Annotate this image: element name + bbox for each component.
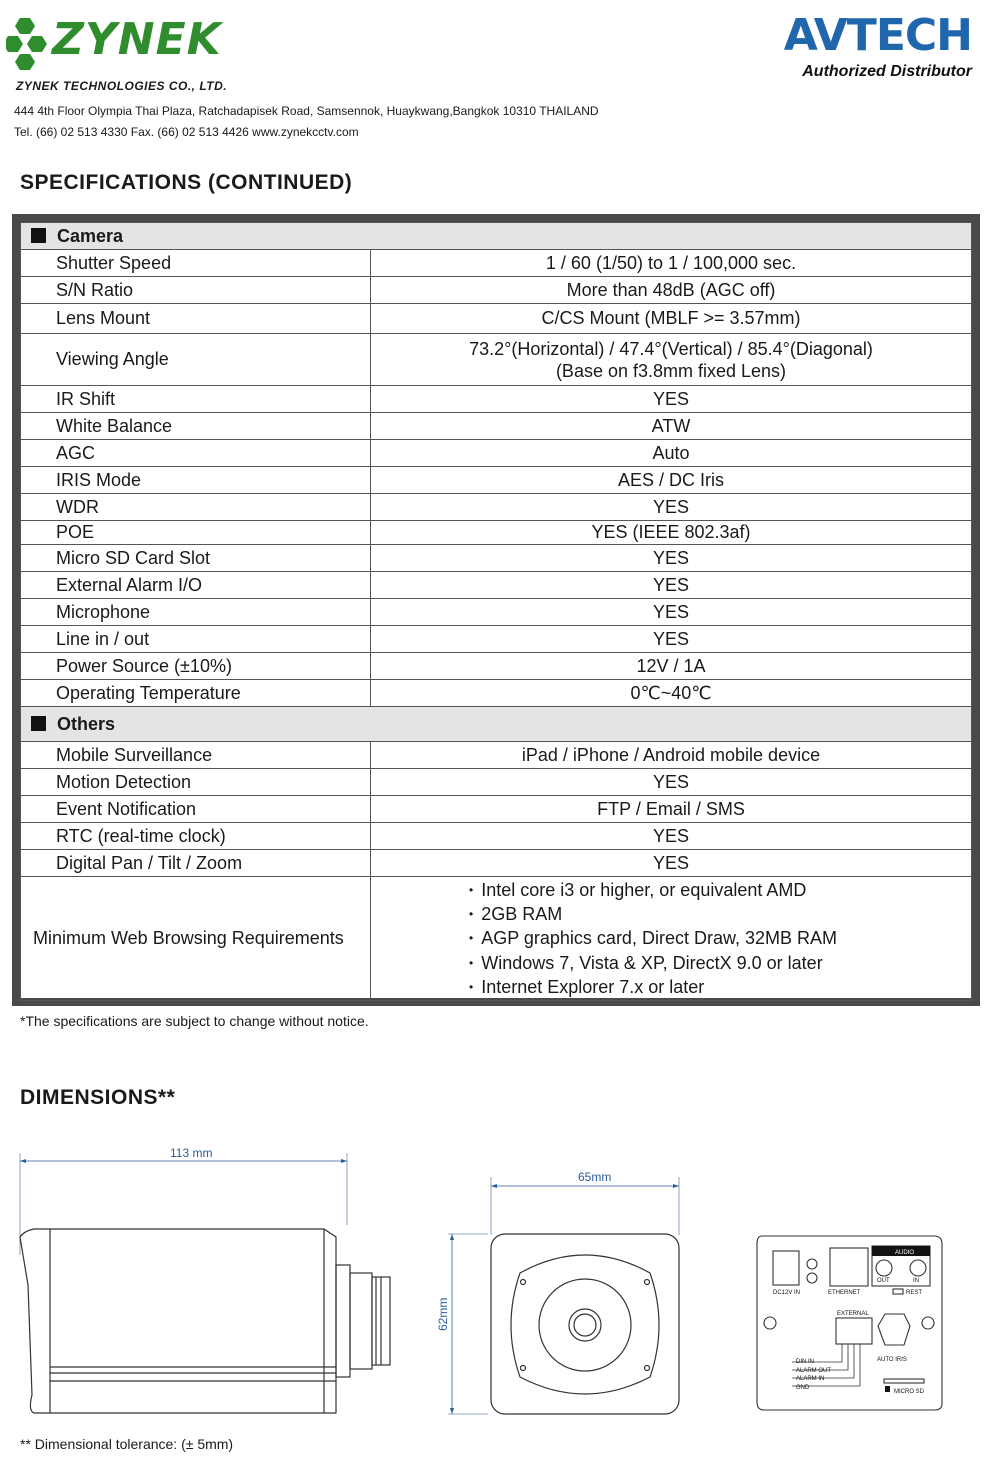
spec-label: Event Notification	[21, 796, 371, 823]
spec-label: POE	[21, 521, 371, 545]
spec-value: Auto	[371, 440, 972, 467]
camera-section-header	[21, 223, 972, 250]
svg-text:ETHERNET: ETHERNET	[828, 1290, 861, 1296]
spec-value: YES	[371, 599, 972, 626]
spec-label: Mobile Surveillance	[21, 742, 371, 769]
company-name: ZYNEK TECHNOLOGIES CO., LTD.	[16, 79, 228, 93]
table-row	[21, 277, 972, 304]
svg-text:MICRO SD: MICRO SD	[894, 1389, 924, 1395]
svg-text:AUTO IRIS: AUTO IRIS	[877, 1357, 907, 1363]
requirements-label: Minimum Web Browsing Requirements	[21, 877, 371, 1001]
front-height-label: 62mm	[436, 1297, 450, 1331]
requirements-list	[371, 877, 972, 1001]
table-row	[21, 626, 972, 653]
spec-value: YES	[371, 850, 972, 877]
specifications-title: SPECIFICATIONS (CONTINUED)	[20, 171, 353, 194]
company-address: 444 4th Floor Olympia Thai Plaza, Ratchadapisek Road, Samsennok, Huaykwang,Bangkok 10310 THAILAND	[14, 104, 599, 118]
spec-label: Operating Temperature	[21, 680, 371, 707]
zynek-logo-text: ZYNEK	[52, 14, 222, 65]
spec-label: Lens Mount	[21, 304, 371, 334]
spec-value: 0℃~40℃	[371, 680, 972, 707]
spec-label: WDR	[21, 494, 371, 521]
svg-text:DIN IN: DIN IN	[796, 1359, 814, 1365]
dimensional-tolerance: ** Dimensional tolerance: (± 5mm)	[20, 1436, 234, 1452]
table-row	[21, 545, 972, 572]
table-row	[21, 334, 972, 386]
svg-text:REST: REST	[906, 1290, 923, 1296]
spec-label: IR Shift	[21, 386, 371, 413]
spec-value: 1 / 60 (1/50) to 1 / 100,000 sec.	[371, 250, 972, 277]
avtech-logo: AVTECH	[783, 10, 972, 61]
table-row	[21, 386, 972, 413]
spec-value: More than 48dB (AGC off)	[371, 277, 972, 304]
spec-value: 12V / 1A	[371, 653, 972, 680]
spec-value: ATW	[371, 413, 972, 440]
table-row	[21, 823, 972, 850]
spec-value: YES	[371, 769, 972, 796]
spec-table	[20, 222, 972, 1001]
svg-text:ALARM IN: ALARM IN	[796, 1376, 825, 1382]
spec-value: YES	[371, 545, 972, 572]
spec-value: YES	[371, 386, 972, 413]
svg-text:GND: GND	[796, 1385, 810, 1391]
spec-label: S/N Ratio	[21, 277, 371, 304]
rear-view-drawing	[752, 1232, 948, 1414]
table-row	[21, 850, 972, 877]
table-row	[21, 494, 972, 521]
table-row	[21, 572, 972, 599]
others-section-header	[21, 707, 972, 742]
square-bullet-icon	[31, 228, 46, 243]
spec-value: FTP / Email / SMS	[371, 796, 972, 823]
svg-text:ALARM OUT: ALARM OUT	[796, 1368, 832, 1374]
section-header-label: Others	[57, 713, 116, 734]
table-row	[21, 440, 972, 467]
spec-label: White Balance	[21, 413, 371, 440]
table-row	[21, 250, 972, 277]
spec-value: AES / DC Iris	[371, 467, 972, 494]
svg-text:AUDIO: AUDIO	[895, 1250, 915, 1256]
spec-value: YES (IEEE 802.3af)	[371, 521, 972, 545]
table-row	[21, 413, 972, 440]
spec-value: 73.2°(Horizontal) / 47.4°(Vertical) / 85.4°(Diagonal) (Base on f3.8mm fixed Lens)	[371, 334, 972, 386]
table-row	[21, 680, 972, 707]
table-row	[21, 742, 972, 769]
spec-label: RTC (real-time clock)	[21, 823, 371, 850]
spec-label: Power Source (±10%)	[21, 653, 371, 680]
spec-label: Digital Pan / Tilt / Zoom	[21, 850, 371, 877]
table-row	[21, 796, 972, 823]
table-row	[21, 769, 972, 796]
spec-note: *The specifications are subject to change without notice.	[20, 1013, 369, 1029]
svg-text:EXTERNAL: EXTERNAL	[837, 1311, 869, 1317]
spec-value: YES	[371, 626, 972, 653]
authorized-distributor: Authorized Distributor	[802, 63, 972, 80]
section-header-label: Camera	[57, 225, 124, 246]
dimensions-title: DIMENSIONS**	[20, 1086, 176, 1109]
spec-value: C/CS Mount (MBLF >= 3.57mm)	[371, 304, 972, 334]
requirements-row	[21, 877, 972, 1001]
table-row	[21, 599, 972, 626]
spec-label: Microphone	[21, 599, 371, 626]
square-bullet-icon	[31, 716, 46, 731]
front-view-drawing	[428, 1165, 688, 1420]
front-width-label: 65mm	[578, 1170, 612, 1184]
list-item: • Windows 7, Vista & XP, DirectX 9.0 or later	[469, 951, 971, 975]
side-view-drawing	[14, 1145, 396, 1420]
spec-label: Line in / out	[21, 626, 371, 653]
spec-value: YES	[371, 823, 972, 850]
spec-value: YES	[371, 494, 972, 521]
list-item: • 2GB RAM	[469, 902, 971, 926]
side-width-label: 113 mm	[170, 1146, 213, 1160]
svg-text:DC12V IN: DC12V IN	[773, 1290, 801, 1296]
list-item: • Internet Explorer 7.x or later	[469, 975, 971, 999]
company-contact: Tel. (66) 02 513 4330 Fax. (66) 02 513 4426 www.zynekcctv.com	[14, 125, 359, 139]
spec-label: AGC	[21, 440, 371, 467]
list-item: • AGP graphics card, Direct Draw, 32MB RAM	[469, 926, 971, 950]
table-row	[21, 521, 972, 545]
spec-value: iPad / iPhone / Android mobile device	[371, 742, 972, 769]
table-row	[21, 304, 972, 334]
spec-label: Micro SD Card Slot	[21, 545, 371, 572]
spec-label: External Alarm I/O	[21, 572, 371, 599]
spec-label: Shutter Speed	[21, 250, 371, 277]
spec-table-frame	[12, 214, 980, 1006]
svg-text:IN: IN	[913, 1278, 919, 1284]
list-item: • Intel core i3 or higher, or equivalent AMD	[469, 878, 971, 902]
table-row	[21, 467, 972, 494]
table-row	[21, 653, 972, 680]
svg-text:OUT: OUT	[877, 1278, 890, 1284]
spec-label: Viewing Angle	[21, 334, 371, 386]
spec-value: YES	[371, 572, 972, 599]
spec-label: IRIS Mode	[21, 467, 371, 494]
spec-label: Motion Detection	[21, 769, 371, 796]
